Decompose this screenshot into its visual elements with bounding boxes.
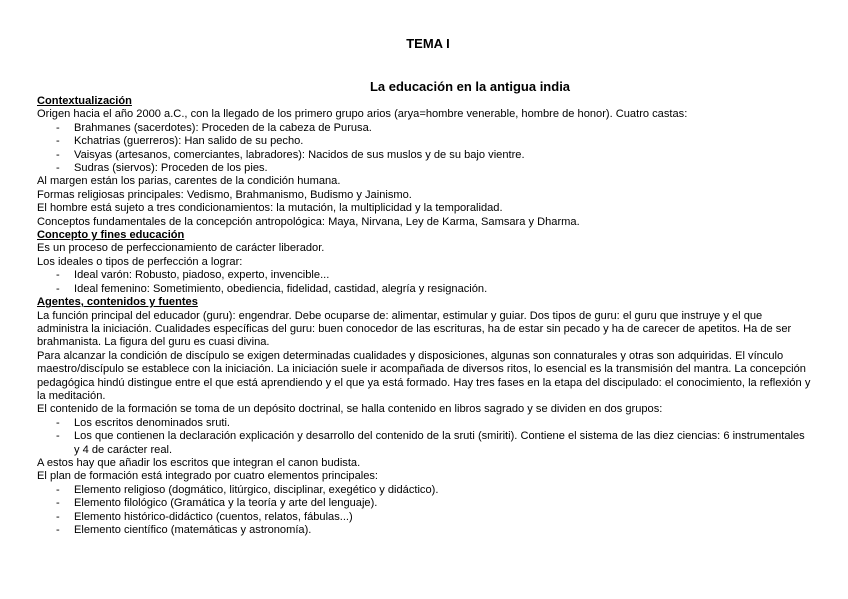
document-content bbox=[37, 36, 813, 537]
list-item: - Kchatrias (guerreros): Han salido de su pecho. bbox=[56, 135, 304, 148]
paragraph-line: Es un proceso de perfeccionamiento de carácter liberador. bbox=[37, 242, 325, 255]
section-heading-agentes: Agentes, contenidos y fuentes bbox=[37, 296, 198, 309]
list-item: - Ideal varón: Robusto, piadoso, experto, invencible... bbox=[56, 269, 330, 282]
list-dash: - bbox=[56, 148, 60, 161]
paragraph-line: Formas religiosas principales: Vedismo, Brahmanismo, Budismo y Jainismo. bbox=[37, 188, 412, 201]
groups-list bbox=[37, 417, 813, 457]
list-dash: - bbox=[56, 524, 60, 536]
list-item: - Los que contienen la declaración explicación y desarrollo del contenido de la sruti (smiriti). Contiene el sistema de las diez ciencias: 6 instrumentales y 4 de carácter real. bbox=[56, 430, 805, 456]
paragraph-line: El hombre está sujeto a tres condicionamientos: la mutación, la multiplicidad y la temporalidad. bbox=[37, 202, 503, 215]
list-dash: - bbox=[56, 430, 60, 443]
list-dash: - bbox=[56, 282, 60, 295]
list-item: - Elemento religioso (dogmático, litúrgico, disciplinar, exegético y didáctico). bbox=[56, 483, 439, 496]
list-item: - Brahmanes (sacerdotes): Proceden de la cabeza de Purusa. bbox=[56, 121, 372, 134]
document-title: TEMA I bbox=[406, 36, 450, 51]
list-item: - Elemento científico (matemáticas y astronomía). bbox=[56, 524, 312, 536]
list-dash: - bbox=[56, 497, 60, 510]
list-item: - Elemento histórico-didáctico (cuentos, relatos, fábulas...) bbox=[56, 510, 353, 523]
list-dash: - bbox=[56, 416, 60, 429]
section-heading-concepto: Concepto y fines educación bbox=[37, 229, 185, 242]
list-item: - Los escritos denominados sruti. bbox=[56, 416, 231, 429]
paragraph-line: Conceptos fundamentales de la concepción antropológica: Maya, Nirvana, Ley de Karma, Samsara y Dharma. bbox=[37, 215, 580, 228]
paragraph-line: A estos hay que añadir los escritos que integran el canon budista. bbox=[37, 456, 361, 469]
list-dash: - bbox=[56, 162, 60, 175]
section-heading-contextualizacion: Contextualización bbox=[37, 95, 132, 107]
list-item: - Elemento filológico (Gramática y la teoría y arte del lenguaje). bbox=[56, 497, 378, 510]
list-dash: - bbox=[56, 510, 60, 523]
paragraph-guru: La función principal del educador (guru): engendrar. Debe ocuparse de: alimentar, estimular y guiar. Dos tipos de guru: el guru que instruye y el que administra la iniciación. Cualidades específicas del guru: buen conocedor de las escrituras, ha de estar sin pecado y ha de carecer de apetitos. Ha de ser brahmanista. La figura del guru es cuasi divina. bbox=[37, 309, 792, 349]
castes-list bbox=[37, 122, 813, 176]
list-dash: - bbox=[56, 135, 60, 148]
ideals-list bbox=[37, 269, 813, 296]
paragraph-contenido: El contenido de la formación se toma de un depósito doctrinal, se halla contenido en libros sagrado y se dividen en dos grupos: bbox=[37, 403, 663, 416]
paragraph-line: Al margen están los parias, carentes de la condición humana. bbox=[37, 175, 341, 188]
list-item: - Vaisyas (artesanos, comerciantes, labradores): Nacidos de sus muslos y de su bajo vientre. bbox=[56, 148, 525, 161]
list-item: - Sudras (siervos): Proceden de los pies. bbox=[56, 162, 268, 175]
paragraph-line: El plan de formación está integrado por cuatro elementos principales: bbox=[37, 470, 379, 483]
list-dash: - bbox=[56, 269, 60, 282]
paragraph-discipulo: Para alcanzar la condición de discípulo se exigen determinadas cualidades y disposiciones, algunas son connaturales y otras son adquiridas. El vínculo maestro/discípulo se establece con la iniciación. La iniciación suele ir acompañada de diversos ritos, lo esencial es la transmisión del mantra. La concepción pedagógica hindú distingue entre el que está aprendiendo y el que ya está formado. Hay tres fases en la etapa del discipulado: el conocimiento, la reflexión y la meditación. bbox=[37, 349, 811, 402]
list-dash: - bbox=[56, 483, 60, 496]
list-dash: - bbox=[56, 121, 60, 134]
document-subtitle: La educación en la antigua india bbox=[369, 79, 571, 94]
paragraph-line: Los ideales o tipos de perfección a lograr: bbox=[37, 255, 243, 268]
elements-list bbox=[37, 484, 813, 538]
paragraph-origin: Origen hacia el año 2000 a.C., con la llegado de los primero grupo arios (arya=hombre venerable, hombre de honor). Cuatro castas: bbox=[37, 108, 688, 121]
list-item: - Ideal femenino: Sometimiento, obediencia, fidelidad, castidad, alegría y resignación. bbox=[56, 282, 488, 295]
